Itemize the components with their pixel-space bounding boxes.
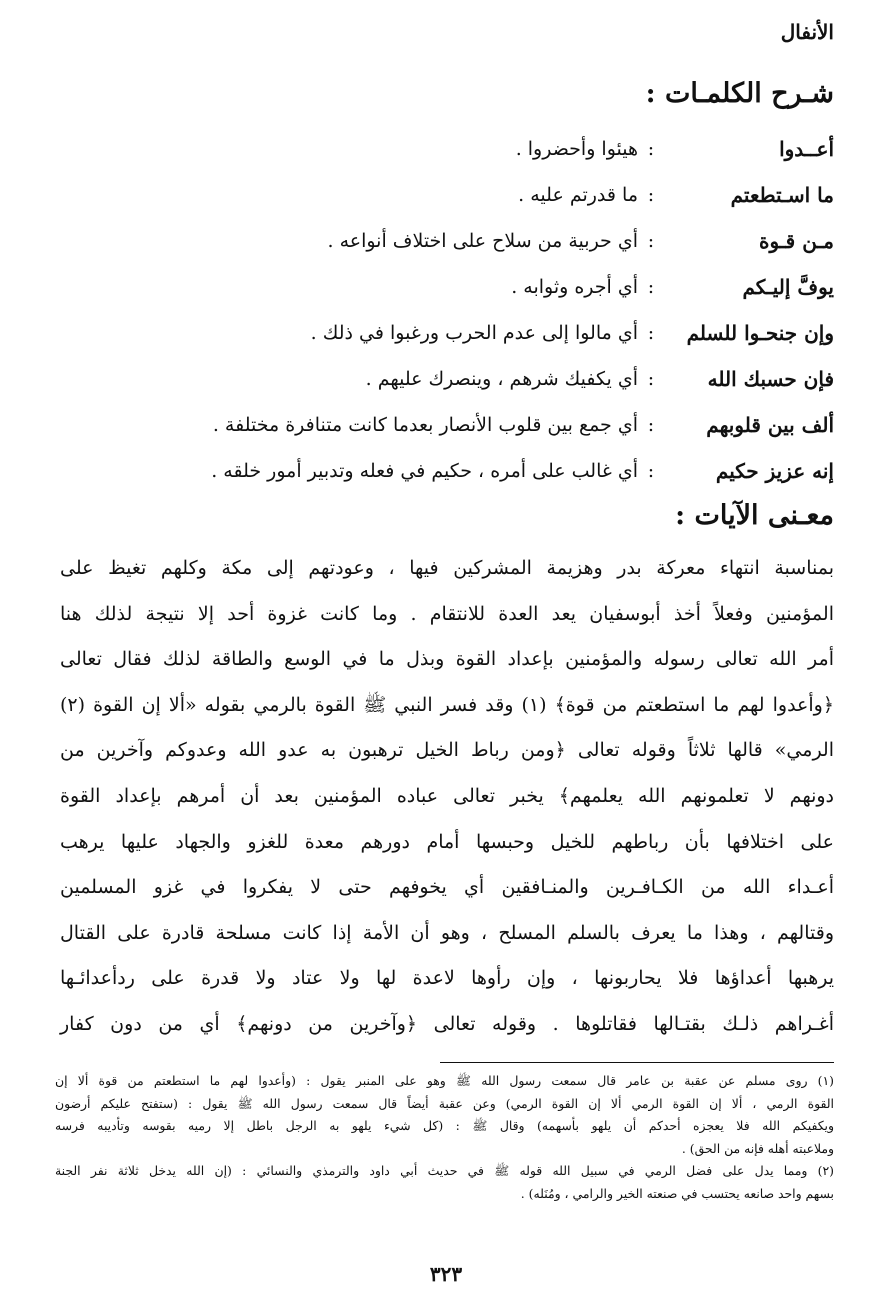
glossary-row — [100, 356, 834, 402]
glossary-colon: : — [647, 322, 655, 344]
vocab-section-title: شـرح الكلمـات : — [645, 78, 834, 109]
glossary-term: أعــدوا — [779, 137, 834, 161]
glossary-term: ما اسـتطعتم — [730, 183, 834, 207]
running-header-surah-name: الأنفال — [780, 20, 834, 44]
body-line: دونهم لا تعلمونهم الله يعلمهم﴾ يخبر تعالى عباده المؤمنين بعد أن أمرهم بإعداد القوة — [60, 784, 834, 807]
footnotes — [55, 1070, 834, 1205]
body-line: يرهبها أعداؤها فلا يحاربونها ، وإن رأوها لاعدة لها ولا عتاد ولا قدرة على ردأعدائـها — [60, 967, 834, 990]
footnote-line: وملاعبته أهله فإنه من الحق) . — [681, 1140, 834, 1156]
glossary-row — [100, 264, 834, 310]
glossary-row — [100, 218, 834, 264]
footnote-divider — [440, 1062, 834, 1063]
glossary-row — [100, 402, 834, 448]
glossary-colon: : — [647, 230, 655, 252]
body-line: أعـداء الله من الكـافـرين والمنـافقين أي يخوفهم حتى لا يفكروا في غزو المسلمين — [60, 876, 834, 899]
glossary-definition: هيئوا وأحضروا . — [515, 138, 638, 160]
footnote-line: القوة الرمي ، ألا إن القوة الرمي ألا إن القوة الرمي) وعن عقبة أيضاً قال سمعت رسول الله ﷺ يقول : (ستفتح عليكم أرضون — [55, 1095, 834, 1111]
glossary-colon: : — [647, 368, 655, 390]
body-line: أمر الله تعالى رسوله والمؤمنين بإعداد القوة وبذل ما في الوسع والطاقة لذلك فقال تعالى — [60, 648, 834, 671]
glossary-colon: : — [647, 138, 655, 160]
meaning-section-title: معـنى الآيات : — [675, 500, 834, 531]
glossary-definition: أي حربية من سلاح على اختلاف أنواعه . — [327, 230, 638, 252]
glossary-term: فإن حسبك الله — [707, 367, 834, 391]
footnote-line: بسهم واحد صانعه يحتسب في صنعته الخير والرامي ، ومُنَله) . — [520, 1185, 834, 1201]
glossary-definition: أي يكفيك شرهم ، وينصرك عليهم . — [365, 368, 638, 390]
glossary-definition: أي غالب على أمره ، حكيم في فعله وتدبير أمور خلقه . — [211, 460, 638, 482]
glossary-row — [100, 172, 834, 218]
footnote-line: (٢) ومما يدل على فضل الرمي في سبيل الله قوله ﷺ في حديث أبي داود والترمذي والنسائي : (إن الله يدخل ثلاثة نفر الجنة — [55, 1163, 834, 1178]
glossary-colon: : — [647, 184, 655, 206]
glossary-colon: : — [647, 460, 655, 482]
body-line: على اختلافها بأن رباطهم للخيل وحبسها أمام دورهم معدة للغزو والجهاد عليها يرهب — [60, 830, 834, 853]
glossary-term: يوفَّ إليـكم — [742, 275, 834, 299]
vocab-glossary — [100, 126, 834, 494]
body-line: وقتالهم ، وهذا ما يعرف بالسلم المسلح ، وهو أن الأمة إذا كانت مسلحة قادرة على القتال — [60, 921, 834, 944]
glossary-row — [100, 310, 834, 356]
glossary-colon: : — [647, 276, 655, 298]
glossary-definition: أي جمع بين قلوب الأنصار بعدما كانت متنافرة مختلفة . — [212, 414, 638, 436]
glossary-row — [100, 126, 834, 172]
body-line: أغـراهم ذلـك بقتـالها فقاتلوها . وقوله تعالى ﴿وآخرين من دونهم﴾ أي من دون كفار — [60, 1012, 834, 1035]
glossary-definition: ما قدرتم عليه . — [518, 184, 638, 206]
glossary-term: مـن قـوة — [759, 229, 834, 253]
glossary-colon: : — [647, 414, 655, 436]
glossary-term: إنه عزيز حكيم — [715, 459, 834, 483]
glossary-term: وإن جنحـوا للسلم — [686, 321, 834, 345]
body-line: ﴿وأعدوا لهم ما استطعتم من قوة﴾ (١) وقد فسر النبي ﷺ القوة بالرمي بقوله «ألا إن القوة (٢) — [60, 693, 834, 716]
glossary-definition: أي أجره وثوابه . — [511, 276, 638, 298]
glossary-row — [100, 448, 834, 494]
footnote-line: ويكفيكم الله فلا يعجزه أحدكم أن يلهو بأسهمه) وقال ﷺ : (كل شيء يلهو به الرجل باطل إلا رميه بقوسه وتأديبه فرسه — [55, 1118, 834, 1133]
body-line: الرمي» قالها ثلاثاً وقوله تعالى ﴿ومن رباط الخيل ترهبون به عدو الله وعدوكم وآخرين من — [60, 739, 834, 762]
meaning-body-text — [60, 546, 834, 1048]
glossary-definition: أي مالوا إلى عدم الحرب ورغبوا في ذلك . — [310, 322, 638, 344]
glossary-term: ألف بين قلوبهم — [706, 413, 834, 437]
body-line: المؤمنين وفعلاً أخذ أبوسفيان يعد العدة للانتقام . وما كانت غزوة أحد إلا نتيجة لذلك هنا — [60, 602, 834, 625]
body-line: بمناسبة انتهاء معركة بدر وهزيمة المشركين فيها ، وعودتهم إلى مكة وكلهم تغيظ على — [60, 557, 835, 579]
footnote-line: (١) روى مسلم عن عقبة بن عامر قال سمعت رسول الله ﷺ وهو على المنبر يقول : (وأعدوا لهم ما استطعتم من قوة ألا إن — [55, 1073, 834, 1088]
page-number: ٣٢٣ — [429, 1262, 463, 1286]
